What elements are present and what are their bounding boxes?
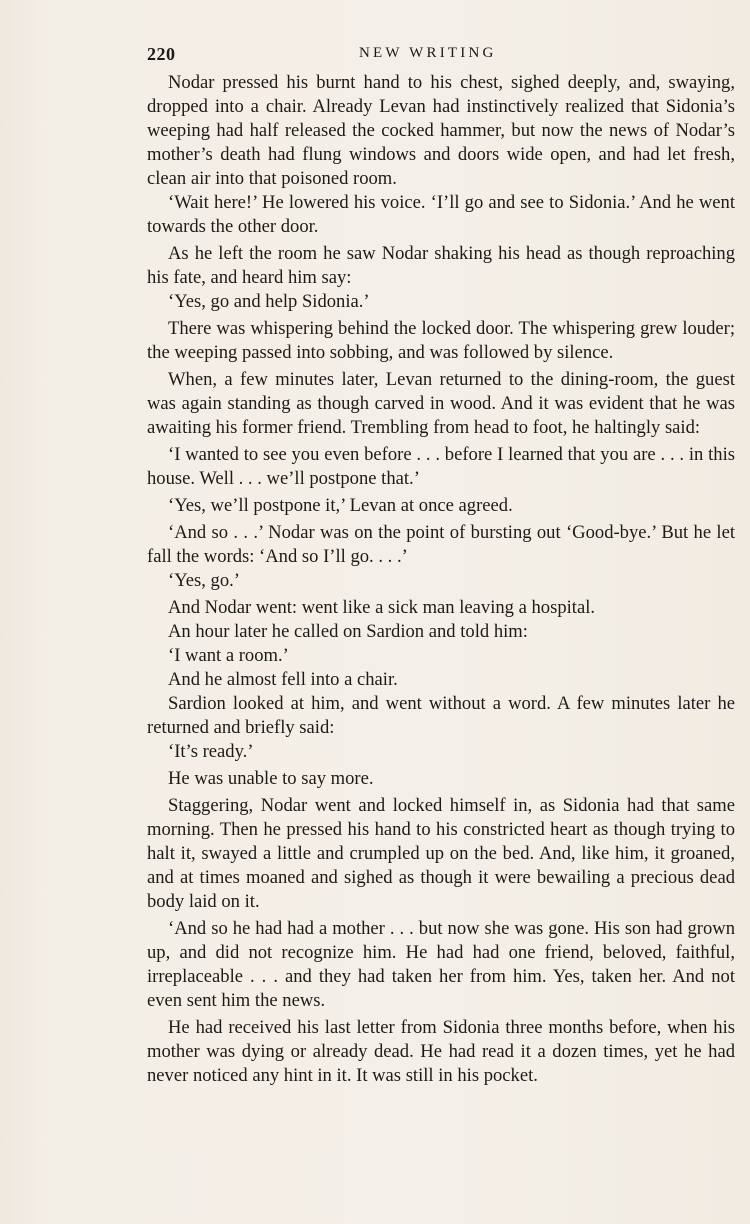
paragraph: ‘And so he had had a mother . . . but now she was gone. His son had grown up, and did not recognize him. He had had one friend, beloved, faithful, irreplaceable . . . and they had taken her from him. Yes, taken her. And not even sent him the news. [147,918,735,1011]
paragraph: ‘I want a room.’ [168,645,289,666]
paragraph: ‘Wait here!’ He lowered his voice. ‘I’ll go and see to Sidonia.’ And he went towards the other door. [147,192,735,237]
paragraph: When, a few minutes later, Levan returned to the dining-room, the guest was again standing as though carved in wood. And it was evident that he was awaiting his former friend. Trembling from head to foot, he haltingly said: [147,369,735,438]
running-head: NEW WRITING [359,45,497,61]
paragraph: ‘Yes, go and help Sidonia.’ [168,291,370,312]
body-text [147,71,735,1088]
paragraph: And Nodar went: went like a sick man leaving a hospital. [168,597,596,618]
paragraph: An hour later he called on Sardion and told him: [168,621,528,642]
paragraph: ‘And so . . .’ Nodar was on the point of bursting out ‘Good-bye.’ But he let fall the words: ‘And so I’ll go. . . .’ [147,522,735,567]
paragraph: He had received his last letter from Sidonia three months before, when his mother was dying or already dead. He had read it a dozen times, yet he had never noticed any hint in it. It was still in his pocket. [147,1017,735,1086]
paragraph: Staggering, Nodar went and locked himself in, as Sidonia had that same morning. Then he pressed his hand to his constricted heart as though trying to halt it, swayed a little and crumpled up on the bed. And, like him, it groaned, and at times moaned and sighed as though it were bewailing a precious dead body laid on it. [147,795,735,912]
paragraph: ‘Yes, go.’ [168,570,240,591]
paragraph: As he left the room he saw Nodar shaking his head as though reproaching his fate, and heard him say: [147,243,735,288]
paragraph: He was unable to say more. [168,768,374,789]
paragraph: And he almost fell into a chair. [168,669,398,690]
page-header [147,44,735,68]
paragraph: Nodar pressed his burnt hand to his chest, sighed deeply, and, swaying, dropped into a chair. Already Levan had instinctively realized that Sidonia’s weeping had half released the cocked hammer, but now the news of Nodar’s mother’s death had flung windows and doors wide open, and had let fresh, clean air into that poisoned room. [147,72,735,189]
paragraph: ‘Yes, we’ll postpone it,’ Levan at once agreed. [168,495,513,516]
paragraph: Sardion looked at him, and went without a word. A few minutes later he returned and briefly said: [147,693,735,738]
page-number: 220 [147,44,176,64]
paragraph: ‘It’s ready.’ [168,741,254,762]
paragraph: There was whispering behind the locked door. The whispering grew louder; the weeping passed into sobbing, and was followed by silence. [147,318,735,363]
paragraph: ‘I wanted to see you even before . . . before I learned that you are . . . in this house. Well . . . we’ll postpone that.’ [147,444,735,489]
